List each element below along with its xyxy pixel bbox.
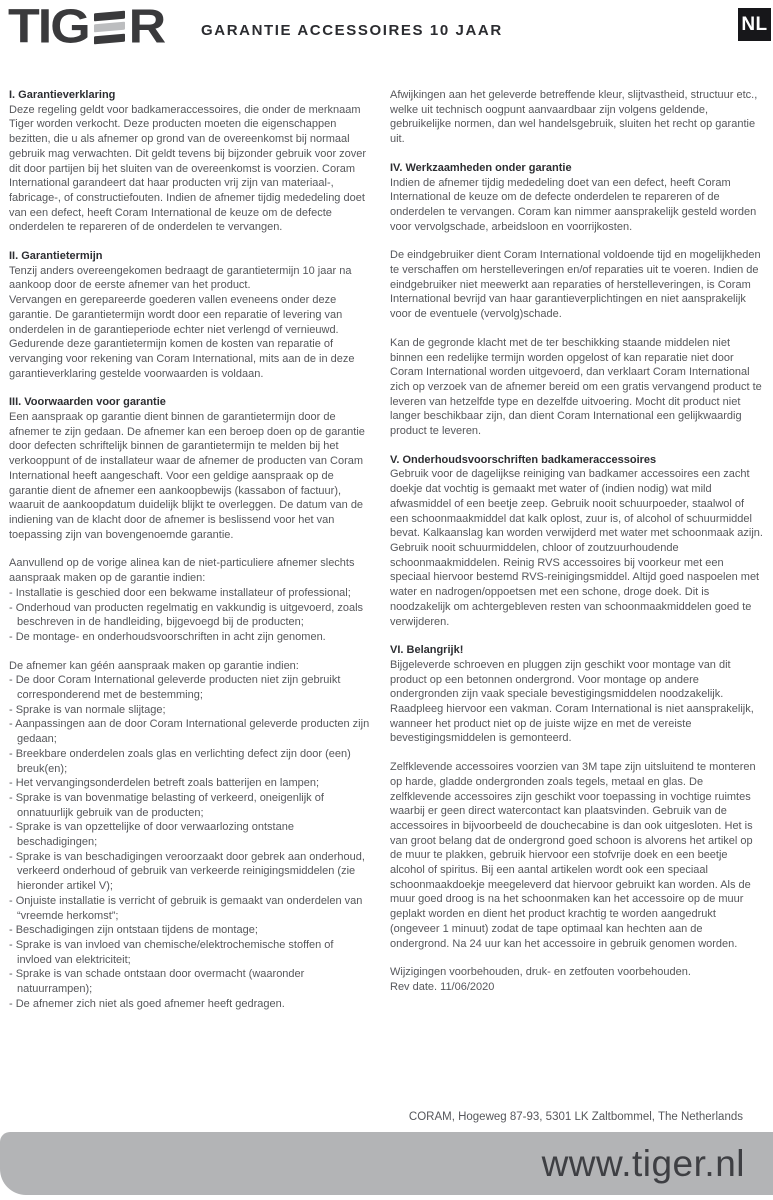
bullet-list [9, 586, 371, 645]
right-text-column [390, 88, 764, 995]
paragraph: Aanvullend op de vorige alinea kan de niet-particuliere afnemer slechts aanspraak maken op de garantie indien: [9, 557, 355, 585]
bullet-item: - De montage- en onderhoudsvoorschriften in acht zijn genomen. [9, 630, 326, 643]
logo-bar-bottom [94, 33, 125, 44]
bullet-item: - Het vervangingsonderdelen betreft zoals batterijen en lampen; [9, 777, 320, 790]
language-badge: NL [738, 8, 771, 41]
paragraph: De eindgebruiker dient Coram International voldoende tijd en mogelijkheden te verschaffen om herstelleveringen en/of reparaties uit te voeren. Indien de eindgebruiker niet meewerkt aan reparaties of herstelleveringen, is Coram International bevrijd van haar garantieverplichtingen en niet aansprakelijk voor de eventuele (vervolg)schade. [390, 249, 761, 321]
bullet-item: - Sprake is van beschadigingen veroorzaakt door gebrek aan onderhoud, verkeerd onderhoud of gebruik van verkeerde reinigingsmiddelen (zie hieronder artikel V); [9, 850, 365, 893]
bullet-item: - Breekbare onderdelen zoals glas en verlichting defect zijn door (een) breuk(en); [9, 747, 351, 775]
tiger-logo [8, 0, 165, 54]
bullet-item: - Sprake is van opzettelijke of door verwaarlozing ontstane beschadigingen; [9, 821, 294, 849]
logo-bar-middle [94, 22, 125, 33]
section-heading: I. Garantieverklaring [9, 89, 116, 101]
paragraph: Kan de gegronde klacht met de ter beschikking staande middelen niet binnen een redelijke termijn worden opgelost of kan reparatie niet door Coram International worden uitgevoerd, dan verklaart Coram International zich op verzoek van de afnemer bereid om een gratis vervangend product te leveren van hetzelfde type en dezelfde uitvoering. Mocht dit product niet langer beschikbaar zijn, dan dient Coram International een gelijkwaardig product te leveren. [390, 336, 762, 438]
section-heading: V. Onderhoudsvoorschriften badkameraccessoires [390, 453, 657, 466]
paragraph: Tenzij anders overeengekomen bedraagt de garantietermijn 10 jaar na aankoop door de eerste afnemer van het product. [9, 264, 352, 292]
bullet-item: - Aanpassingen aan de door Coram International geleverde producten zijn gedaan; [9, 718, 370, 746]
bullet-item: - De door Coram International geleverde producten niet zijn gebruikt corresponderend met de bestemming; [9, 674, 341, 702]
paragraph: Indien de afnemer tijdig mededeling doet van een defect, heeft Coram International de keuze om de defecte onderdelen te repareren of de onderdelen te vervangen. Coram kan nimmer aansprakelijk gesteld worden voor vervolgschade, arbeidsloon en voorrijkosten. [390, 176, 757, 233]
bullet-item: - Beschadigingen zijn ontstaan tijdens de montage; [9, 924, 258, 937]
footer-bar [0, 1132, 773, 1195]
paragraph: De afnemer kan géén aanspraak maken op garantie indien: [9, 659, 299, 672]
bullet-item: - Onderhoud van producten regelmatig en vakkundig is uitgevoerd, zoals beschreven in de handleiding, bijgevoegd bij de producten; [9, 601, 364, 629]
logo-bar-top [94, 10, 125, 21]
section-heading: VI. Belangrijk! [390, 644, 464, 657]
bullet-item: - Sprake is van invloed van chemische/elektrochemische stoffen of invloed van elektriciteit; [9, 938, 334, 966]
section-heading: IV. Werkzaamheden onder garantie [390, 161, 572, 174]
paragraph: Gedurende deze garantietermijn komen de kosten van reparatie of vervanging voor rekening van Coram International, mits aan de in deze garantieverklaring gestelde voorwaarden is voldaan. [9, 338, 355, 380]
website-url: www.tiger.nl [541, 1142, 745, 1184]
bullet-item: - Onjuiste installatie is verricht of gebruik is gemaakt van onderdelen van “vreemde herkomst”; [9, 894, 363, 922]
bullet-item: - Sprake is van normale slijtage; [9, 703, 166, 716]
paragraph: Bijgeleverde schroeven en pluggen zijn geschikt voor montage van dit product op een betonnen ondergrond. Voor montage op andere ondergronden zijn vaak speciale bevestigingsmiddelen noodzakelijk. Raadpleeg hiervoor een vakman. Coram International is niet aansprakelijk, wanneer het product niet op de juiste wijze en met de vereiste bevestigingsmiddelen is gemonteerd. [390, 658, 754, 745]
section-heading: III. Voorwaarden voor garantie [9, 396, 166, 409]
logo-text-end: R [128, 0, 165, 54]
paragraph: Gebruik voor de dagelijkse reiniging van badkamer accessoires een zacht doekje dat vochtig is gemaakt met water of (indien nodig) wat mild afwasmiddel of een beetje zeep. Gebruik nooit schuurpoeder, staalwol of een schoonmaakmiddel dat kalk oplost, zuur is, of alcohol of schuurmiddel bevat. Kalkaanslag kan worden verwijderd met water met schoonmaak azijn. Gebruik nooit schuurmiddelen, chloor of zoutzuurhoudende schoonmaakmiddelen. Reinig RVS accessoires bij voorkeur met een speciaal hiervoor bestemd RVS-reinigingsmiddel. Altijd goed naspoelen met water en nadrogen/oppoetsen met een schone, droge doek. Dit is noodzakelijk om achtergebleven resten van schoonmaakmiddelen goed te verwijderen. [390, 468, 763, 628]
paragraph: Zelfklevende accessoires voorzien van 3M tape zijn uitsluitend te monteren op harde, gladde ondergronden zoals tegels, metaal en glas. De zelfklevende accessoires zijn geschikt voor toepassing in vochtige ruimtes waarbij er geen direct watercontact kan plaatsvinden. Gebruik van de accessoires in bijvoorbeeld de douchecabine is dan ook uitgesloten. Het is van groot belang dat de ondergrond goed schoon is alvorens het artikel op de muur te plakken, gebruik hiervoor een stofvrije doek en een beetje alcohol of spiritus. Bij een aantal artikelen wordt ook een speciaal schoonmaakdoekje meegeleverd dat hiervoor gebruikt kan worden. Als de muur goed droog is na het schoonmaken kan het accessoire op de muur geplakt worden en dient het product krachtig te worden aangedrukt (ongeveer 1 minuut) zodat de tape optimaal kan hechten aan de ondergrond. Na 24 uur kan het accessoire in gebruik genomen worden. [390, 761, 756, 950]
bullet-item: - Installatie is geschied door een bekwame installateur of professional; [9, 586, 351, 599]
section-heading: II. Garantietermijn [9, 250, 103, 263]
bullet-item: - De afnemer zich niet als goed afnemer heeft gedragen. [9, 997, 285, 1010]
paragraph: Wijzigingen voorbehouden, druk- en zetfouten voorbehouden. [390, 966, 691, 979]
bullet-item: - Sprake is van schade ontstaan door overmacht (waaronder natuurrampen); [9, 968, 305, 996]
left-text-column [9, 88, 371, 1011]
paragraph: Afwijkingen aan het geleverde betreffende kleur, slijtvastheid, structuur etc., welke uit technisch oogpunt aanvaardbaar zijn volgens geldende, gebruikelijke normen, dan wel handelsgebruik, sluiten het recht op garantie uit. [390, 89, 758, 146]
paragraph: Rev date. 11/06/2020 [390, 980, 495, 993]
logo-text-start: TIG [8, 0, 89, 54]
logo-letter-e-bars-icon [94, 12, 125, 43]
paragraph: Vervangen en gerepareerde goederen vallen eveneens onder deze garantie. De garantietermijn wordt door een reparatie of levering van onderdelen in de garantieperiode echter niet verlengd of vernieuwd. [9, 294, 343, 336]
page-title: GARANTIE ACCESSOIRES 10 JAAR [201, 22, 503, 39]
paragraph: Deze regeling geldt voor badkameraccessoires, die onder de merknaam Tiger worden verkocht. Deze producten moeten die eigenschappen bezitten, die u als afnemer op grond van de overeenkomst bij normaal gebruik mag verwachten. Dit geldt tevens bij bijzonder gebruik voor zover dit door partijen bij het sluiten van de overeenkomst is voorzien. Coram International garandeert dat haar producten vrij zijn van materiaal-, fabricage-, of constructiefouten. Indien de afnemer tijdig mededeling doet van een defect, heeft Coram International de keuze om de defecte onderdelen te repareren of de onderdelen te vervangen. [9, 103, 367, 234]
bullet-list [9, 673, 371, 1011]
company-address: CORAM, Hogeweg 87-93, 5301 LK Zaltbommel, The Netherlands [408, 1111, 743, 1123]
paragraph: Een aanspraak op garantie dient binnen de garantietermijn door de afnemer te zijn gedaan. De afnemer kan een beroep doen op de garantie door defecten schriftelijk binnen de garantietermijn te melden bij het verkooppunt of de installateur waar de afnemer de producten van Coram International heeft aangeschaft. Voor een geldige aanspraak op de garantie dient de afnemer een aankoopbewijs (kassabon of factuur), waaruit de aankoopdatum duidelijk blijkt te overleggen. De datum van de indiening van de klacht door de afnemer is beslissend voor het van toepassing zijn van bovengenoemde garantie. [9, 411, 365, 541]
bullet-item: - Sprake is van bovenmatige belasting of verkeerd, oneigenlijk of onnatuurlijk gebruik van de producten; [9, 791, 324, 819]
